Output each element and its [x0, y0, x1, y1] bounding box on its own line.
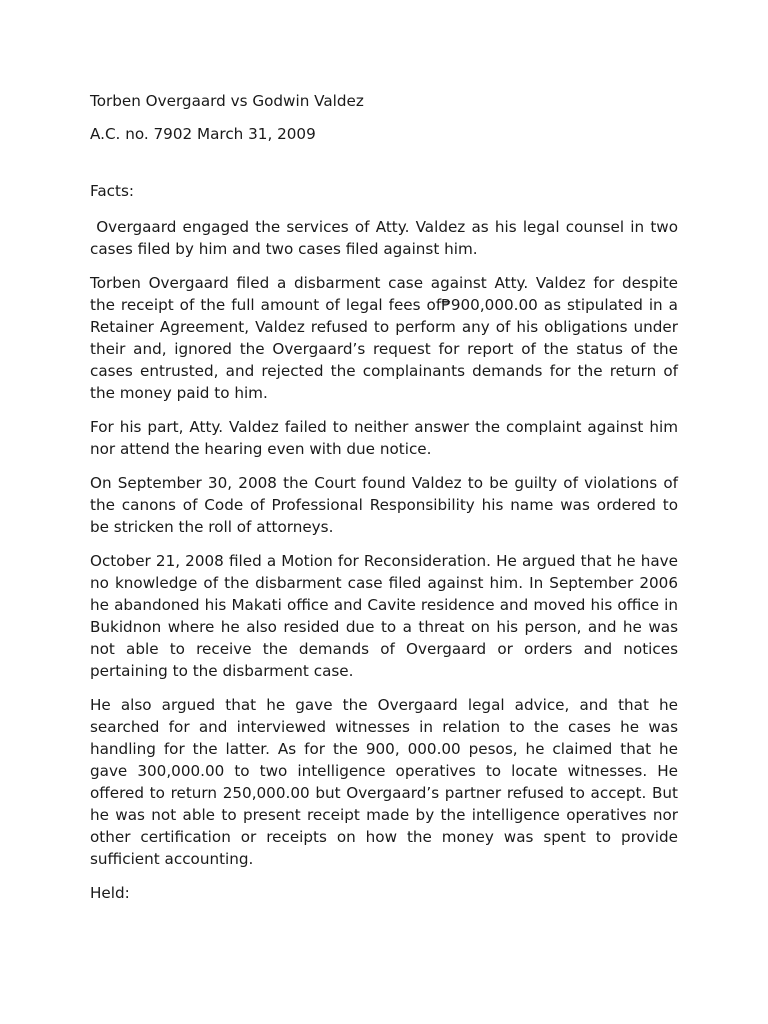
facts-paragraph-5: October 21, 2008 filed a Motion for Reconsideration. He argued that he have no knowledge of the disbarment case filed against him. In September 2006 he abandoned his Makati office and Cavite residence and moved his office in Bukidnon where he also resided due to a threat on his person, and he was not able to receive the demands of Overgaard or orders and notices pertaining to the disbarment case.: [90, 552, 678, 680]
facts-heading: Facts:: [90, 182, 134, 200]
facts-paragraph-3: For his part, Atty. Valdez failed to neither answer the complaint against him nor attend the hearing even with due notice.: [90, 418, 678, 458]
facts-paragraph-6: He also argued that he gave the Overgaard legal advice, and that he searched for and interviewed witnesses in relation to the cases he was handling for the latter. As for the 900, 000.00 pesos, he claimed that he gave 300,000.00 to two intelligence operatives to locate witnesses. He offered to return 250,000.00 but Overgaard’s partner refused to accept. But he was not able to present receipt made by the intelligence operatives nor other certification or receipts on how the money was spent to provide sufficient accounting.: [90, 696, 678, 868]
case-heading: [90, 90, 678, 145]
case-title: Torben Overgaard vs Godwin Valdez: [90, 92, 364, 110]
facts-paragraph-1: Overgaard engaged the services of Atty. Valdez as his legal counsel in two cases filed by him and two cases filed against him.: [90, 218, 683, 258]
facts-paragraph-2: Torben Overgaard filed a disbarment case against Atty. Valdez for despite the receipt of the full amount of legal fees of₱900,000.00 as stipulated in a Retainer Agreement, Valdez refused to perform any of his obligations under their and, ignored the Overgaard’s request for report of the status of the cases entrusted, and rejected the complainants demands for the return of the money paid to him.: [90, 274, 678, 402]
held-heading: Held:: [90, 884, 130, 902]
document-page: [90, 90, 683, 904]
case-reference: A.C. no. 7902 March 31, 2009: [90, 125, 316, 143]
facts-paragraph-4: On September 30, 2008 the Court found Valdez to be guilty of violations of the canons of Code of Professional Responsibility his name was ordered to be stricken the roll of attorneys.: [90, 474, 678, 536]
